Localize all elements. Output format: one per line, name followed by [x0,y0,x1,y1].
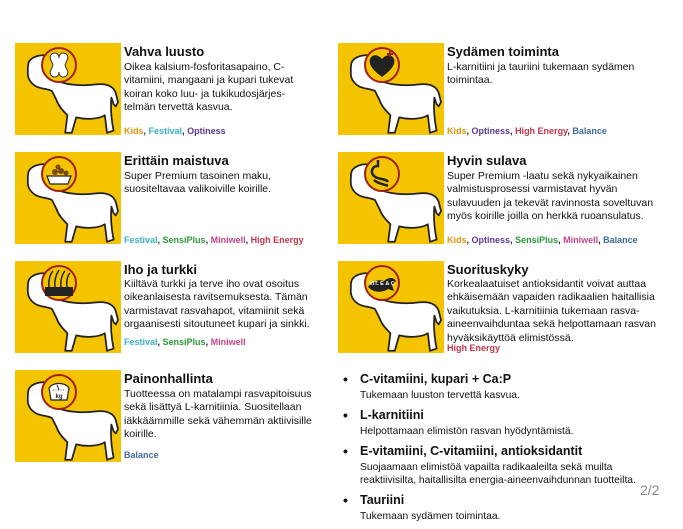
card-title: Vahva luusto [124,44,205,59]
brand-list [124,235,304,246]
brand-name: SensiPlus [515,235,559,245]
heart-icon [338,43,444,135]
card-title: Hyvin sulava [447,153,527,168]
brand-separator: , [157,235,163,245]
card-description: Tuotteessa on matalampi rasvapitoisuus sekä lisättyä L-karnitiinia. Suositellaan iäkkäämmille sekä vähemmän aktiivisille koirille. [124,388,312,441]
nutrient-bullet-list [343,372,663,529]
brand-list [447,235,638,246]
svg-text:kg: kg [55,394,63,400]
brand-name: Optiness [471,126,511,136]
card-title: Sydämen toiminta [447,44,559,59]
brand-name: Festival [124,337,158,347]
card-title: Painonhallinta [124,371,213,386]
brand-separator: , [182,126,188,136]
svg-text:VIT. E & C: VIT. E & C [369,281,395,287]
card-title: Suorituskyky [447,262,529,277]
brand-separator: , [558,235,564,245]
stomach-icon [338,152,444,244]
brand-name: Kids [447,235,467,245]
brand-name: Kids [124,126,144,136]
card-description: Oikea kalsium-fosforitasapaino, C-vitamiini, mangaani ja kupari tukevat koiran koko luu- ja tukikudosjärjes-telmän tervettä kasvua. [124,61,294,114]
brand-name: SensiPlus [162,337,206,347]
brand-list [124,337,246,348]
bullet-title: • E-vitamiini, C-vitamiini, antioksidantit [343,444,663,459]
bone-joint-icon [15,43,121,135]
brand-name: Festival [148,126,183,136]
brand-separator: , [205,235,211,245]
bullet-title: • L-karnitiini [343,408,663,423]
brand-separator: , [510,235,516,245]
brand-name: Balance [572,126,607,136]
brand-name: Balance [603,235,638,245]
brand-name: High Energy [515,126,568,136]
brand-separator: , [245,235,251,245]
brand-separator: , [143,126,149,136]
brand-name: High Energy [250,235,304,245]
brand-list [124,126,226,137]
bullet-description: Helpottamaan elimistön rasvan hyödyntämistä. [360,426,574,437]
brand-name: Balance [124,450,159,460]
page-number: 2/2 [640,482,660,498]
bullet-description: Tukemaan sydämen toimintaa. [360,511,501,522]
brand-name: Optiness [187,126,226,136]
brand-separator: , [567,126,573,136]
bullet-item [343,372,663,402]
bullet-item [343,493,663,523]
brand-name: Kids [447,126,467,136]
bullet-title: • Tauriini [343,493,663,508]
brand-name: High Energy [447,343,501,353]
bullet-description: Suojaamaan elimistöä vapailta radikaaleilta sekä muilta reaktiivisilta, haitallisilta energia-aineenvaihdunnan tuotteilta. [360,462,636,486]
card-title: Erittäin maistuva [124,153,229,168]
card-description: L-karnitiini ja tauriini tukemaan sydämen toimintaa. [447,61,635,87]
brand-list [447,343,500,354]
brand-name: Optiness [471,235,511,245]
brand-name: Miniwell [210,235,246,245]
brand-separator: , [157,337,163,347]
brand-separator: , [466,235,472,245]
brand-name: Miniwell [563,235,599,245]
brand-list [124,450,159,461]
brand-name: Miniwell [210,337,246,347]
brand-separator: , [466,126,472,136]
brand-name: Festival [124,235,158,245]
vitamin-e-c-icon [338,261,444,353]
scale-kg-icon [15,370,121,462]
card-description: Super Premium tasoinen maku, suositeltavaa valikoiville koirille. [124,170,272,196]
brand-name: SensiPlus [162,235,206,245]
bullet-item [343,408,663,438]
brand-separator: , [205,337,211,347]
card-description: Super Premium -laatu sekä nykyaikainen valmistusprosessi varmistavat hyvän sulavuuden ja tekevät ravinnosta soveltuvan myös koirille joilla on herkkä ruoansulatus. [447,170,654,223]
bullet-description: Tukemaan luuston tervettä kasvua. [360,390,520,401]
card-title: Iho ja turkki [124,262,197,277]
brand-list [447,126,607,137]
card-description: Kiiltävä turkki ja terve iho ovat osoitus oikeanlaisesta ravitsemuksesta. Tämän varmistavat rasvahapot, vitamiinit sekä orgaanisesti sitoutuneet kupari ja sinkki. [124,278,310,331]
brand-separator: , [510,126,516,136]
card-description: Korkealaatuiset antioksidantit voivat auttaa ehkäisemään vapaiden radikaalien haitallisia vaikutuksia. L-karnitiinia tukemaan rasva-aineenvaihduntaa sekä helpottamaan rasvan hyväksikäyttöä elimistössä. [447,278,656,344]
brand-separator: , [598,235,604,245]
bullet-title: • C-vitamiini, kupari + Ca:P [343,372,663,387]
food-bowl-icon [15,152,121,244]
fur-icon [15,261,121,353]
bullet-item [343,444,663,487]
